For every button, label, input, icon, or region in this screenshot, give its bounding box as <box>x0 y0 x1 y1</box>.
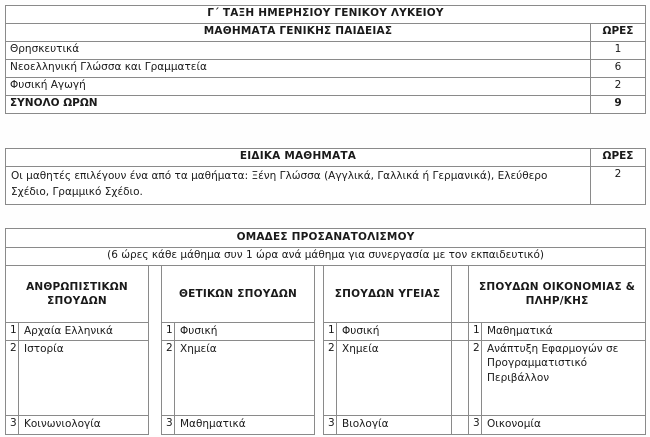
column-spacer <box>315 266 324 323</box>
subject-number: 2 <box>162 341 175 416</box>
group-header-spacer-cell <box>452 266 469 323</box>
table-row <box>6 60 646 78</box>
subject-number: 2 <box>324 341 337 416</box>
row-spacer-cell <box>452 323 469 341</box>
special-subjects-description: Οι μαθητές επιλέγουν ένα από τα μαθήματα: Ξένη Γλώσσα (Αγγλικά, Γαλλικά ή Γερμανικά), Ελεύθερο Σχέδιο, Γραμμικό Σχέδιο. <box>6 167 591 205</box>
subject-name: Χημεία <box>337 341 452 416</box>
subject-hours: 2 <box>591 78 646 96</box>
group-header-health: ΣΠΟΥΔΩΝ ΥΓΕΙΑΣ <box>324 266 452 323</box>
subject-number: 1 <box>6 323 19 341</box>
table-row <box>6 248 646 266</box>
row-spacer-cell <box>452 416 469 435</box>
column-spacer <box>149 323 162 341</box>
table-row <box>6 167 646 205</box>
subject-number: 3 <box>162 416 175 435</box>
subject-number: 1 <box>469 323 482 341</box>
special-subjects-hours: 2 <box>591 167 646 205</box>
subject-name: Χημεία <box>175 341 315 416</box>
group-header-science: ΘΕΤΙΚΩΝ ΣΠΟΥΔΩΝ <box>162 266 315 323</box>
table-row <box>6 341 646 416</box>
table-row <box>6 42 646 60</box>
subject-name: Μαθηματικά <box>482 323 646 341</box>
column-spacer <box>149 416 162 435</box>
orientation-groups-title: ΟΜΑΔΕΣ ΠΡΟΣΑΝΑΤΟΛΙΣΜΟΥ <box>6 229 646 248</box>
subject-number: 3 <box>6 416 19 435</box>
column-spacer <box>315 341 324 416</box>
subject-name: Κοινωνιολογία <box>19 416 149 435</box>
subject-name: Αρχαία Ελληνικά <box>19 323 149 341</box>
group-header-humanities: ΑΝΘΡΩΠΙΣΤΙΚΩΝ ΣΠΟΥΔΩΝ <box>6 266 149 323</box>
total-hours-label: ΣΥΝΟΛΟ ΩΡΩΝ <box>6 96 591 114</box>
subject-name: Βιολογία <box>337 416 452 435</box>
general-education-header: ΜΑΘΗΜΑΤΑ ΓΕΝΙΚΗΣ ΠΑΙΔΕΙΑΣ <box>6 24 591 42</box>
general-education-table <box>5 5 646 114</box>
subject-number: 2 <box>469 341 482 416</box>
subject-name: Οικονομία <box>482 416 646 435</box>
subject-name: Ιστορία <box>19 341 149 416</box>
column-spacer <box>149 266 162 323</box>
table-row <box>6 149 646 167</box>
class-title: Γ΄ ΤΑΞΗ ΗΜΕΡΗΣΙΟΥ ΓΕΝΙΚΟΥ ΛΥΚΕΙΟΥ <box>6 6 646 24</box>
group-header-economics-it: ΣΠΟΥΔΩΝ ΟΙΚΟΝΟΜΙΑΣ & ΠΛΗΡ/ΚΗΣ <box>469 266 646 323</box>
table-row <box>6 229 646 248</box>
hours-header: ΩΡΕΣ <box>591 24 646 42</box>
orientation-groups-note: (6 ώρες κάθε μάθημα συν 1 ώρα ανά μάθημα για συνεργασία με τον εκπαιδευτικό) <box>6 248 646 266</box>
special-subjects-table <box>5 148 646 205</box>
subject-number: 2 <box>6 341 19 416</box>
subject-hours: 6 <box>591 60 646 78</box>
subject-name: Μαθηματικά <box>175 416 315 435</box>
table-row <box>6 24 646 42</box>
table-row <box>6 78 646 96</box>
subject-name: Φυσική <box>337 323 452 341</box>
subject-number: 1 <box>162 323 175 341</box>
subject-name: Νεοελληνική Γλώσσα και Γραμματεία <box>6 60 591 78</box>
special-subjects-header: ΕΙΔΙΚΑ ΜΑΘΗΜΑΤΑ <box>6 149 591 167</box>
orientation-groups-table <box>5 228 646 435</box>
total-hours-value: 9 <box>591 96 646 114</box>
table-row <box>6 416 646 435</box>
subject-number: 1 <box>324 323 337 341</box>
subject-number: 3 <box>469 416 482 435</box>
column-spacer <box>149 341 162 416</box>
table-row <box>6 323 646 341</box>
subject-name: Φυσική <box>175 323 315 341</box>
hours-header: ΩΡΕΣ <box>591 149 646 167</box>
column-spacer <box>315 323 324 341</box>
table-row <box>6 6 646 24</box>
row-spacer-cell <box>452 341 469 416</box>
column-spacer <box>315 416 324 435</box>
subject-name: Ανάπτυξη Εφαρμογών σε Προγραμματιστικό Περιβάλλον <box>482 341 646 416</box>
subject-name: Θρησκευτικά <box>6 42 591 60</box>
subject-name: Φυσική Αγωγή <box>6 78 591 96</box>
table-row-group-headers <box>6 266 646 323</box>
subject-hours: 1 <box>591 42 646 60</box>
subject-number: 3 <box>324 416 337 435</box>
table-row-total <box>6 96 646 114</box>
